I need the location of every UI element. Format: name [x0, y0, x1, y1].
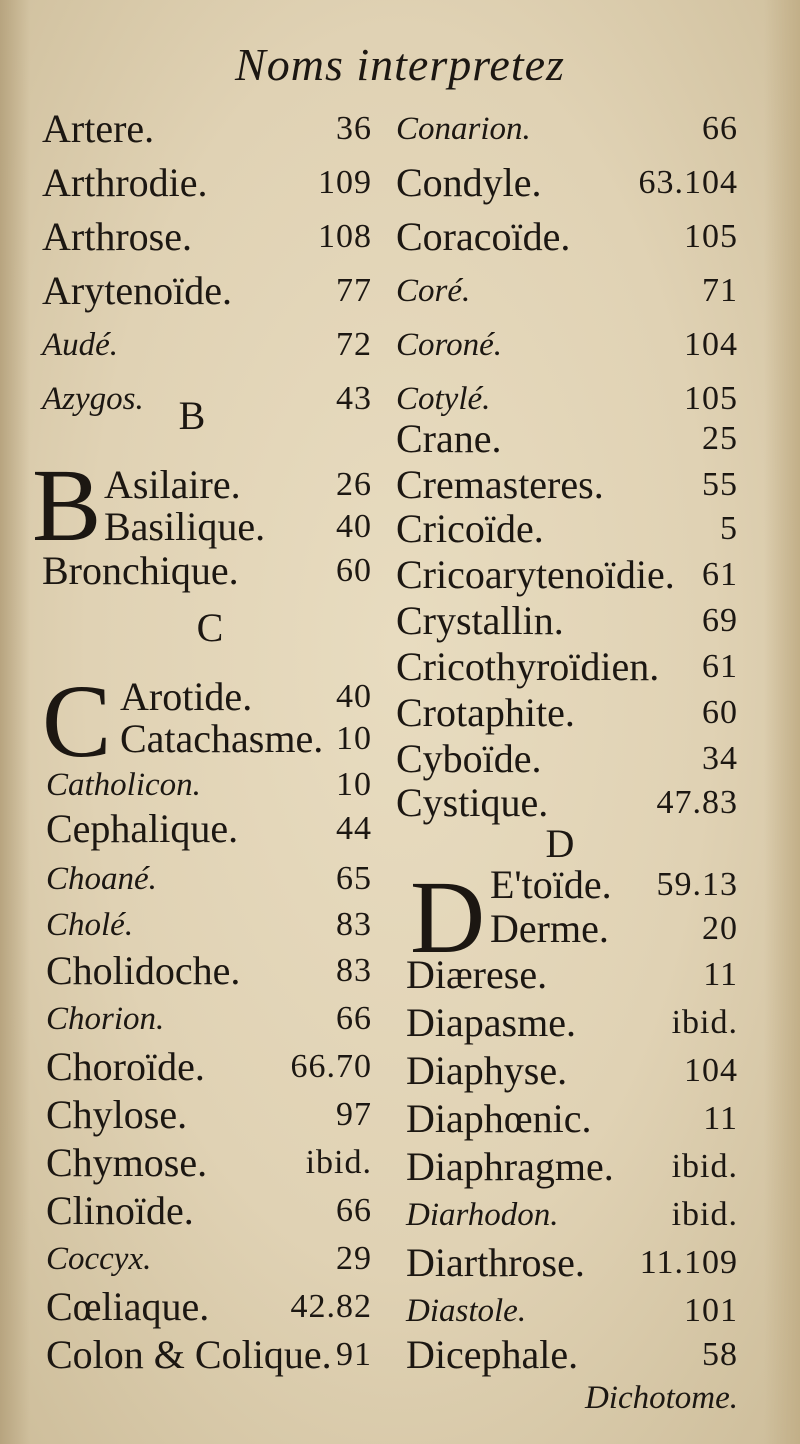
entry-page: 61 [702, 648, 738, 685]
entry-page: 58 [702, 1336, 738, 1373]
entry-term: Arotide. [120, 674, 253, 719]
drop-cap: C [42, 664, 112, 779]
entry-term: E'toïde. [490, 862, 612, 907]
entry-page: 101 [684, 1292, 738, 1329]
entry-term: Choané. [46, 861, 157, 897]
index-entry [46, 1088, 372, 1142]
entry-term: Arytenoïde. [42, 268, 232, 313]
entry-page: 11 [703, 1100, 738, 1137]
entry-page: 40 [336, 508, 372, 545]
entry-term: Coracoïde. [396, 214, 571, 259]
index-entry [42, 102, 372, 156]
entry-page: 83 [336, 952, 372, 989]
entry-page: 72 [336, 326, 372, 363]
entry-page: 47.83 [656, 784, 738, 821]
entry-page: 60 [336, 552, 372, 589]
entry-term: Chymose. [46, 1140, 208, 1185]
index-entry [406, 948, 738, 1002]
index-entry [406, 1092, 738, 1146]
entry-term: Choroïde. [46, 1044, 205, 1089]
entry-page: 60 [702, 694, 738, 731]
entry-term: Condyle. [396, 160, 542, 205]
entry-term: Cricothyroïdien. [396, 644, 660, 689]
entry-term: Basilique. [104, 504, 266, 549]
drop-cap: B [32, 448, 102, 563]
entry-term: Diarthrose. [406, 1240, 585, 1285]
entry-page: 10 [336, 766, 372, 803]
index-entry [396, 358, 738, 412]
entry-term: Chorion. [46, 1001, 165, 1037]
entry-page: 109 [318, 164, 372, 201]
index-entry [396, 210, 738, 264]
index-entry [406, 1140, 738, 1194]
index-entry [46, 1040, 372, 1094]
entry-term: Crotaphite. [396, 690, 575, 735]
page-edge-shadow-left [0, 0, 30, 1444]
entry-term: Cremasteres. [396, 462, 604, 507]
entry-term: Chylose. [46, 1092, 188, 1137]
section-letter: B [178, 393, 206, 438]
entry-page: 63.104 [638, 164, 738, 201]
entry-term: Cephalique. [46, 806, 239, 851]
entry-page: 66.70 [290, 1048, 372, 1085]
entry-page: 65 [336, 860, 372, 897]
entry-page: 10 [336, 720, 372, 757]
entry-page: 104 [684, 1052, 738, 1089]
entry-term: Conarion. [396, 111, 531, 147]
section-letter: C [196, 605, 224, 650]
index-entry [42, 544, 372, 598]
index-entry [42, 210, 372, 264]
entry-page: 83 [336, 906, 372, 943]
page-edge-shadow-right [764, 0, 800, 1444]
entry-page: 40 [336, 678, 372, 715]
page-header: Noms interpretez [235, 39, 565, 90]
entry-term: Cystique. [396, 780, 549, 825]
entry-page: 97 [336, 1096, 372, 1133]
entry-term: Cricoïde. [396, 506, 544, 551]
index-entry [46, 1136, 372, 1190]
entry-page: 36 [336, 110, 372, 147]
entry-term: Diaphyse. [406, 1048, 568, 1093]
index-entry [406, 1236, 738, 1290]
entry-term: Audé. [42, 327, 119, 363]
entry-page: 43 [336, 380, 372, 417]
index-entry [406, 996, 738, 1050]
entry-term: Cholidoche. [46, 948, 241, 993]
entry-term: Cyboïde. [396, 736, 542, 781]
entry-term: Diaphœnic. [406, 1096, 592, 1141]
entry-term: Asilaire. [104, 462, 241, 507]
entry-page: ibid. [671, 1004, 738, 1041]
entry-page: 66 [336, 1192, 372, 1229]
entry-page: ibid. [305, 1144, 372, 1181]
entry-page: 105 [684, 218, 738, 255]
entry-page: 44 [336, 810, 372, 847]
index-entry [46, 802, 372, 856]
entry-page: 55 [702, 466, 738, 503]
entry-term: Diapasme. [406, 1000, 576, 1045]
index-entry [396, 264, 738, 318]
entry-term: Coroné. [396, 327, 503, 363]
index-entry [42, 264, 372, 318]
entry-term: Clinoïde. [46, 1188, 194, 1233]
entry-term: Diarhodon. [406, 1197, 559, 1233]
catchword: Dichotome. [584, 1380, 738, 1416]
index-entry [396, 156, 738, 210]
entry-term: Artere. [42, 106, 155, 151]
index-entry [46, 1184, 372, 1238]
entry-page: ibid. [671, 1148, 738, 1185]
entry-page: 61 [702, 556, 738, 593]
entry-term: Cholé. [46, 907, 134, 943]
index-entry [46, 1232, 372, 1286]
entry-term: Arthrose. [42, 214, 192, 259]
entry-page: 66 [336, 1000, 372, 1037]
entry-term: Cœliaque. [46, 1284, 210, 1329]
index-entry [46, 944, 372, 998]
entry-page: 42.82 [290, 1288, 372, 1325]
entry-page: 20 [702, 910, 738, 947]
entry-term: Derme. [490, 906, 609, 951]
entry-page: 11.109 [639, 1244, 738, 1281]
entry-page: 69 [702, 602, 738, 639]
entry-term: Azygos. [42, 381, 144, 417]
entry-term: Bronchique. [42, 548, 239, 593]
index-entry [42, 156, 372, 210]
entry-term: Crane. [396, 416, 502, 461]
entry-page: 71 [702, 272, 738, 309]
entry-page: 11 [703, 956, 738, 993]
entry-term: Catholicon. [46, 767, 201, 803]
entry-page: 29 [336, 1240, 372, 1277]
entry-term: Diastole. [406, 1293, 527, 1329]
entry-page: 66 [702, 110, 738, 147]
entry-term: Colon & Colique. [46, 1332, 332, 1377]
entry-page: 5 [720, 510, 738, 547]
entry-page: 105 [684, 380, 738, 417]
entry-page: 26 [336, 466, 372, 503]
index-entry [42, 318, 372, 372]
index-entry [406, 1328, 738, 1382]
entry-term: Cotylé. [396, 381, 491, 417]
entry-page: 108 [318, 218, 372, 255]
index-entry [406, 1044, 738, 1098]
entry-term: Coré. [396, 273, 471, 309]
index-entry [46, 1280, 372, 1334]
entry-page: 25 [702, 420, 738, 457]
section-letter: D [545, 821, 575, 866]
entry-term: Crystallin. [396, 598, 564, 643]
index-entry [46, 1328, 372, 1382]
entry-term: Arthrodie. [42, 160, 208, 205]
entry-page: ibid. [671, 1196, 738, 1233]
index-entry [46, 992, 372, 1046]
entry-term: Diærese. [406, 952, 548, 997]
entry-term: Coccyx. [46, 1241, 152, 1277]
entry-term: Dicephale. [406, 1332, 579, 1377]
entry-term: Cricoarytenoïdie. [396, 552, 675, 597]
entry-term: Diaphragme. [406, 1144, 614, 1189]
drop-cap: D [410, 860, 486, 975]
entry-page: 91 [336, 1336, 372, 1373]
index-entry [396, 102, 738, 156]
entry-page: 77 [336, 272, 372, 309]
entry-term: Catachasme. [120, 716, 324, 761]
entry-page: 104 [684, 326, 738, 363]
entry-page: 34 [702, 740, 738, 777]
index-entry [406, 1188, 738, 1242]
entry-page: 59.13 [656, 866, 738, 903]
